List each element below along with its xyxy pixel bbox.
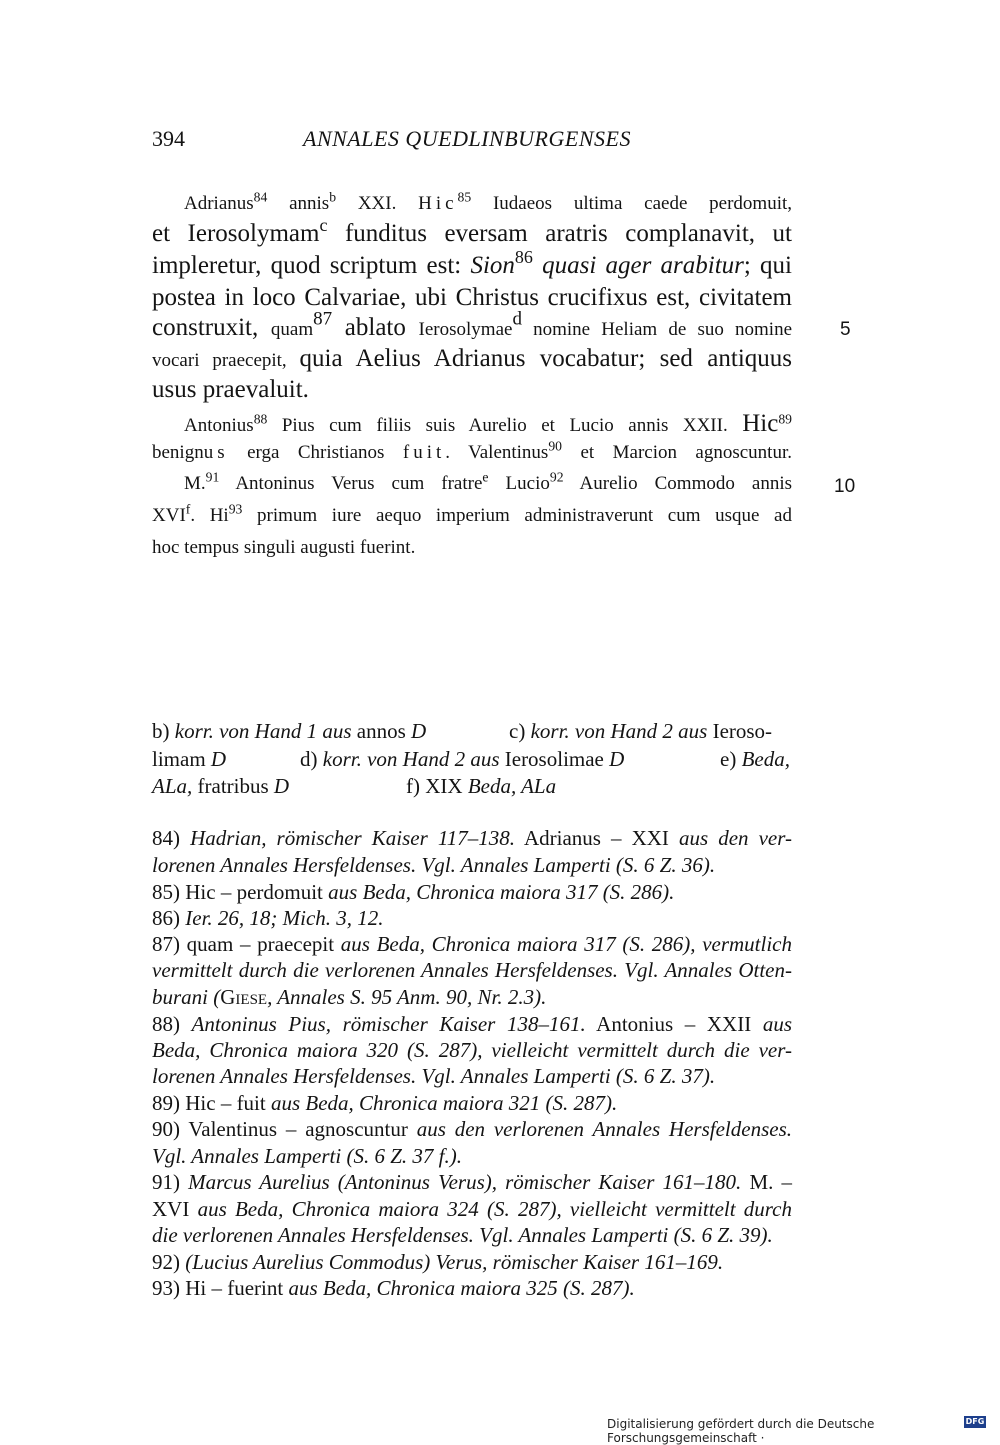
digitization-credit: Digitalisierung gefördert durch die Deutsche Forschungsgemeinschaft · [607, 1417, 875, 1445]
apparatus-line-2: limam D d) korr. von Hand 2 aus Ierosolimae D e) Beda, [152, 747, 790, 771]
apparatus-line-3: ALa, fratribus D f) XIX Beda, ALa [152, 774, 557, 798]
note-line-84b: lorenen Annales Hersfeldenses. Vgl. Annales Lamperti (S. 6 Z. 36). [152, 853, 716, 877]
note-line-87a: 87) quam – praecepit aus Beda, Chronica maiora 317 (S. 286), vermutlich [152, 932, 793, 956]
note-line-89: 89) Hic – fuit aus Beda, Chronica maiora 321 (S. 287). [152, 1091, 618, 1115]
text-line-5: construxit, quam$^{87}$ ablato Ierosolymae$^d$ nomine Heliam de suo nomine [152, 308, 792, 341]
note-line-90b: Vgl. Annales Lamperti (S. 6 Z. 37 f.). [152, 1144, 462, 1168]
line-number-10: 10 [834, 476, 856, 497]
note-line-87b: vermittelt durch die verlorenen Annales Hersfeldenses. Vgl. Annales Otten- [152, 958, 792, 982]
text-line-9: benignus erga Christianos fuit. Valentinus$^{90}$ et Marcion agnoscuntur. [152, 438, 792, 463]
text-line-8: Antonius$^{88}$ Pius cum filiis suis Aurelio et Lucio annis XXII. Hic$^{89}$ [184, 410, 792, 437]
text-line-6: vocari praecepit, quia Aelius Adrianus vocabatur; sed antiquus [152, 345, 792, 372]
note-line-84a: 84) Hadrian, römischer Kaiser 117–138. Adrianus – XXI aus den ver- [152, 826, 792, 850]
text-line-10: M.$^{91}$ Antoninus Verus cum fratre$^e$ Lucio$^{92}$ Aurelio Commodo annis [184, 469, 792, 494]
note-line-93: 93) Hi – fuerint aus Beda, Chronica maiora 325 (S. 287). [152, 1276, 635, 1300]
note-line-90a: 90) Valentinus – agnoscuntur aus den verlorenen Annales Hersfeldenses. [152, 1117, 792, 1141]
text-line-11: XVI$^f$. Hi$^{93}$ primum iure aequo imperium administraverunt cum usque ad [152, 501, 792, 526]
page-number: 394 [152, 126, 185, 151]
text-line-12: hoc tempus singuli augusti fuerint. [152, 537, 416, 558]
note-line-88c: lorenen Annales Hersfeldenses. Vgl. Annales Lamperti (S. 6 Z. 37). [152, 1064, 716, 1088]
text-line-7: usus praevaluit. [152, 376, 309, 403]
note-line-88a: 88) Antoninus Pius, römischer Kaiser 138–161. Antonius – XXII aus [152, 1012, 793, 1036]
running-title: ANNALES QUEDLINBURGENSES [303, 126, 631, 151]
line-number-5: 5 [840, 319, 851, 340]
text-line-2: et Ierosolymam$^c$ funditus eversam aratris complanavit, ut [152, 215, 792, 247]
note-line-85: 85) Hic – perdomuit aus Beda, Chronica maiora 317 (S. 286). [152, 880, 675, 904]
note-line-92: 92) (Lucius Aurelius Commodus) Verus, römischer Kaiser 161–169. [152, 1250, 724, 1274]
note-line-91c: die verlorenen Annales Hersfeldenses. Vgl. Annales Lamperti (S. 6 Z. 39). [152, 1223, 773, 1247]
note-line-86: 86) Ier. 26, 18; Mich. 3, 12. [152, 906, 384, 930]
note-line-91b: XVI aus Beda, Chronica maiora 324 (S. 287), vielleicht vermittelt durch [152, 1197, 793, 1221]
note-line-91a: 91) Marcus Aurelius (Antoninus Verus), römischer Kaiser 161–180. M. – [152, 1170, 792, 1194]
apparatus-line-1: b) korr. von Hand 1 aus annos D c) korr. von Hand 2 aus Ieroso- [152, 719, 773, 743]
dfg-logo: DFG [965, 1417, 985, 1426]
text-line-1: Adrianus$^{84}$ annis$^b$ XXI. Hic$^{85}$ Iudaeos ultima caede perdomuit, [184, 189, 792, 214]
note-line-88b: Beda, Chronica maiora 320 (S. 287), vielleicht vermittelt durch die ver- [152, 1038, 792, 1062]
text-line-3: impleretur, quod scriptum est: Sion$^{86}$ quasi ager arabitur; qui [152, 247, 792, 279]
text-line-4: postea in loco Calvariae, ubi Christus crucifixus est, civitatem [152, 284, 792, 311]
note-line-87c: burani (Giese, Annales S. 95 Anm. 90, Nr. 2.3). [152, 985, 547, 1009]
